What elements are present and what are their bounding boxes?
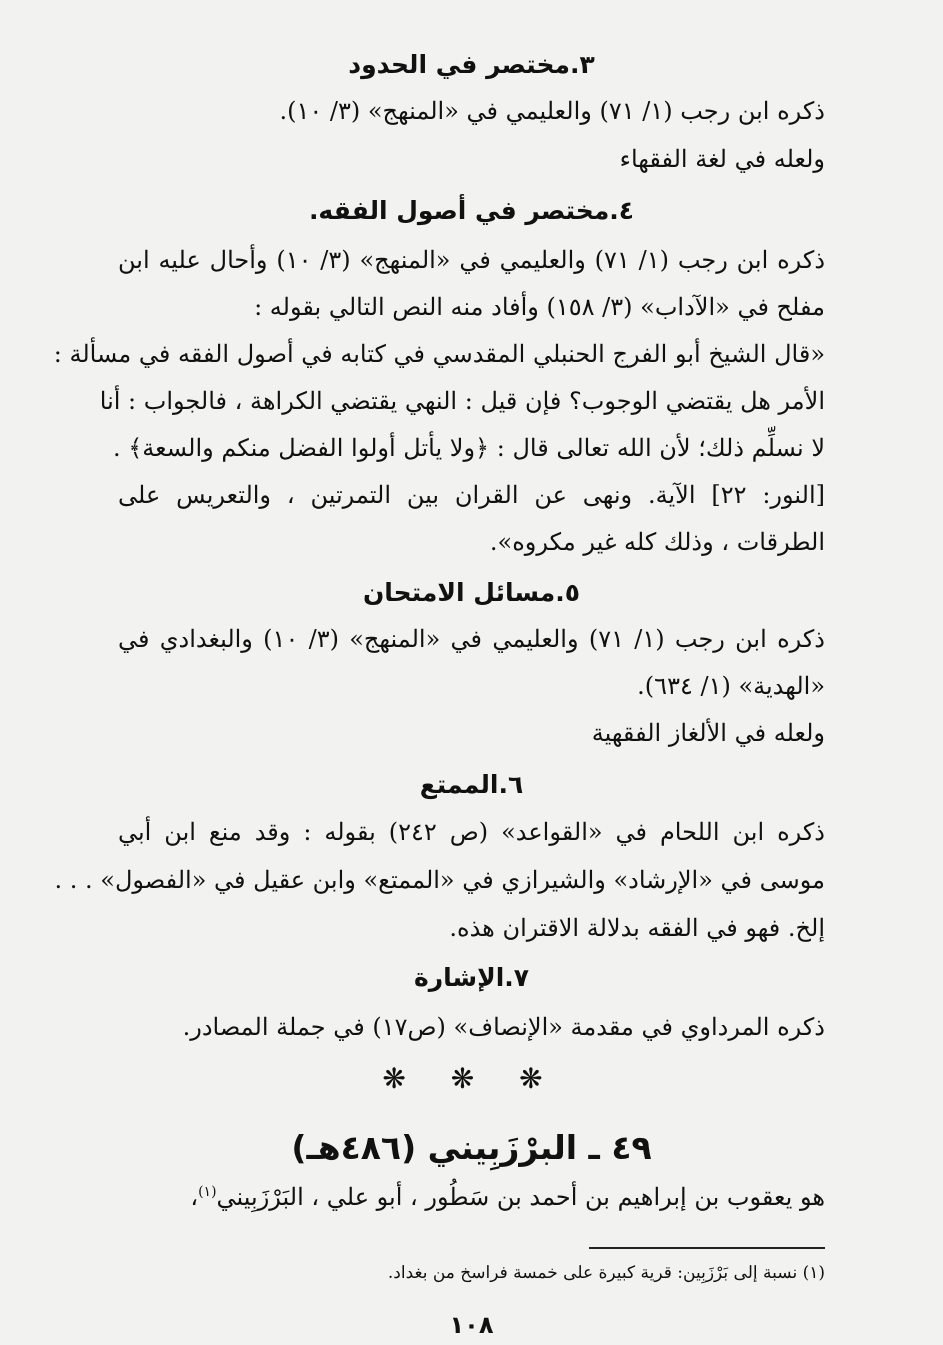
section-heading-6: ٦.الممتع	[419, 770, 524, 799]
footnote-rule	[589, 1247, 825, 1249]
section-4-line-2: مفلح في «الآداب» (٣/ ١٥٨) وأفاد منه النص التالي بقوله :	[254, 293, 825, 321]
section-6-line-3: إلخ. فهو في الفقه بدلالة الاقتران هذه.	[449, 914, 825, 942]
footnote: (١) نسبة إلى بَرْزَبِين: قرية كبيرة على خمسة فراسخ من بغداد.	[387, 1263, 825, 1283]
entry-title: ٤٩ ـ البرْزَبِيني (٤٨٦هـ)	[291, 1128, 652, 1167]
section-5-line-2: «الهدية» (١/ ٦٣٤).	[637, 672, 825, 700]
entry-text-comma: ،	[190, 1183, 199, 1211]
section-4-line-1: ذكره ابن رجب (١/ ٧١) والعليمي في «المنهج» (٣/ ١٠) وأحال عليه ابن	[118, 246, 826, 274]
asterism-separator: ❋ ❋ ❋	[382, 1062, 561, 1095]
section-5-line-1: ذكره ابن رجب (١/ ٧١) والعليمي في «المنهج» (٣/ ١٠) والبغدادي في	[118, 625, 825, 653]
section-3-line-2: ولعله في لغة الفقهاء	[619, 145, 825, 173]
entry-text-body: هو يعقوب بن إبراهيم بن أحمد بن سَطُور ، أبو علي ، البَرْزَبِيني	[216, 1183, 825, 1211]
section-heading-3: ٣.مختصر في الحدود	[348, 50, 595, 79]
footnote-reference: (١)	[198, 1184, 217, 1200]
section-4-quote-line-1: «قال الشيخ أبو الفرج الحنبلي المقدسي في كتابه في أصول الفقه في مسألة :	[53, 340, 825, 368]
section-7-line-1: ذكره المرداوي في مقدمة «الإنصاف» (ص١٧) في جملة المصادر.	[182, 1013, 825, 1041]
section-4-quote-line-3: لا نسلِّم ذلك؛ لأن الله تعالى قال : ﴿ولا يأتل أولوا الفضل منكم والسعة﴾ .	[112, 434, 825, 462]
section-heading-4: ٤.مختصر في أصول الفقه.	[308, 196, 635, 225]
section-6-line-1: ذكره ابن اللحام في «القواعد» (ص ٢٤٢) بقوله : وقد منع ابن أبي	[118, 818, 825, 846]
section-4-quote-line-2: الأمر هل يقتضي الوجوب؟ فإن قيل : النهي يقتضي الكراهة ، فالجواب : أنا	[99, 387, 825, 415]
section-6-line-2: موسى في «الإرشاد» والشيرازي في «الممتع» وابن عقيل في «الفصول» . . .	[54, 866, 825, 894]
page-number: ١٠٨	[449, 1311, 494, 1339]
section-4-quote-line-5: الطرقات ، وذلك كله غير مكروه».	[489, 528, 825, 556]
entry-text	[190, 1183, 825, 1211]
section-5-line-3: ولعله في الألغاز الفقهية	[591, 719, 825, 747]
section-heading-7: ٧.الإشارة	[413, 963, 530, 992]
section-3-line-1: ذكره ابن رجب (١/ ٧١) والعليمي في «المنهج» (٣/ ١٠).	[279, 97, 825, 125]
section-heading-5: ٥.مسائل الامتحان	[362, 578, 581, 607]
section-4-quote-line-4: [النور: ٢٢] الآية. ونهى عن القران بين التمرتين ، والتعريس على	[118, 481, 825, 509]
